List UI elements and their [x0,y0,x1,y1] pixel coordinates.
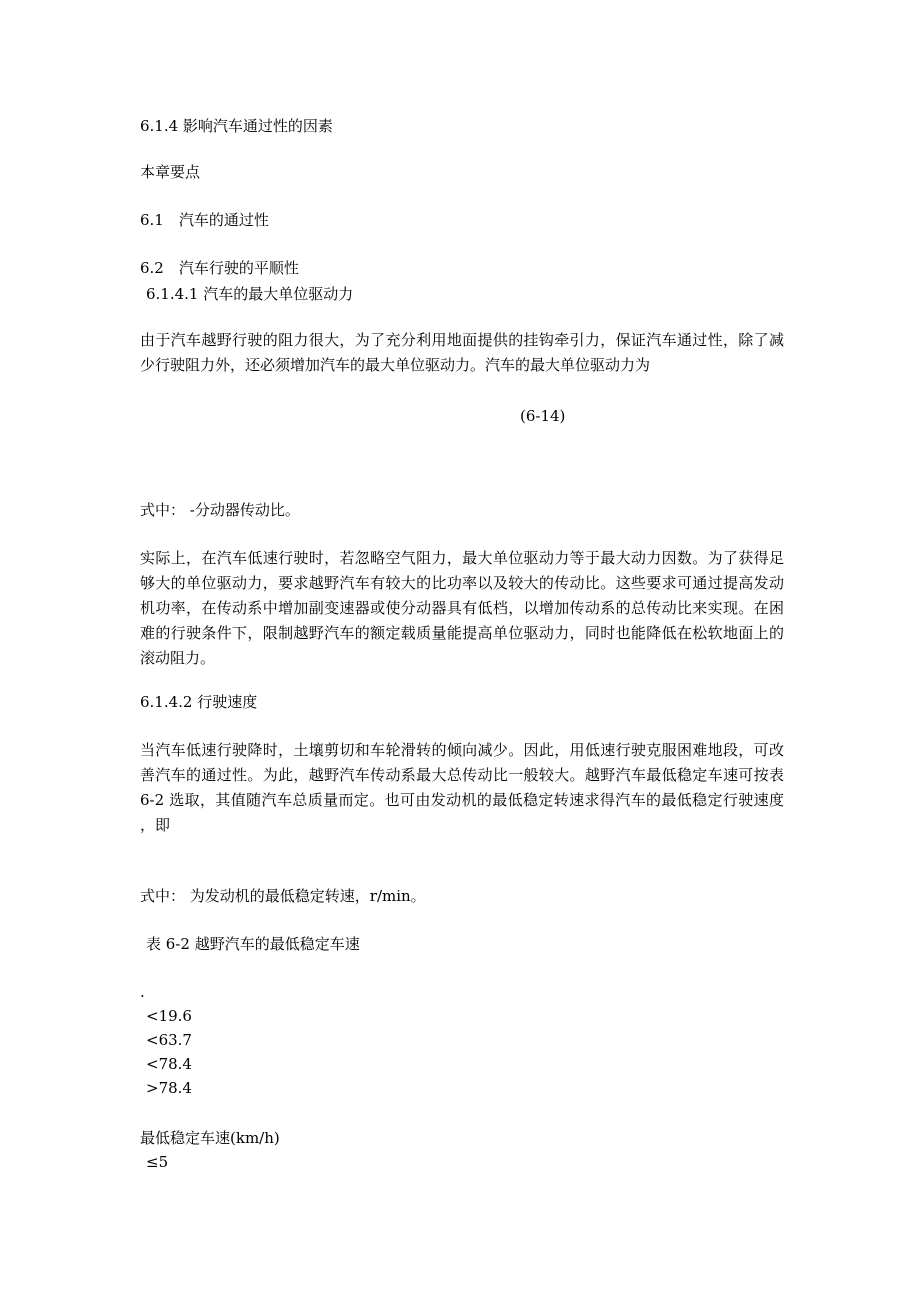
table-dot: . [140,983,145,1001]
table-mass-value: <63.7 [146,1031,192,1049]
table-mass-value: <78.4 [146,1055,192,1073]
toc-item-6-1: 6.1 汽车的通过性 [140,211,269,229]
toc-item-6-2: 6.2 汽车行驶的平顺性 [140,259,299,277]
section-heading-6-1-4: 6.1.4 影响汽车通过性的因素 [140,117,333,135]
section-heading-6-1-4-2: 6.1.4.2 行驶速度 [140,693,258,711]
paragraph-low-speed-conditions: 实际上，在汽车低速行驶时，若忽略空气阻力，最大单位驱动力等于最大动力因数。为了获得足够大的单位驱动力，要求越野汽车有较大的比功率以及较大的传动比。这些要求可通过提高发动机功率，在传动系中增加副变速器或使分动器具有低档，以增加传动系的总传动比来实现。在困难的行驶条件下，限制越野汽车的额定载质量能提高单位驱动力，同时也能降低在松软地面上的滚动阻力。 [140,549,784,667]
table-mass-value: >78.4 [146,1079,192,1097]
table-speed-value: ≤5 [146,1153,169,1171]
where-clause-engine-speed: 式中： 为发动机的最低稳定转速，r/min。 [140,887,426,905]
chapter-points-label: 本章要点 [140,163,201,181]
section-heading-6-1-4-1: 6.1.4.1 汽车的最大单位驱动力 [146,285,354,303]
paragraph-driving-speed: 当汽车低速行驶降时，土壤剪切和车轮滑转的倾向减少。因此，用低速行驶克服困难地段，可改善汽车的通过性。为此，越野汽车传动系最大总传动比一般较大。越野汽车最低稳定车速可按表 6-2 选取，其值随汽车总质量而定。也可由发动机的最低稳定转速求得汽车的最低稳定行驶速度 ，即 [140,741,784,834]
table-caption: 表 6-2 越野汽车的最低稳定车速 [146,935,360,953]
paragraph-max-unit-driving-force: 由于汽车越野行驶的阻力很大，为了充分利用地面提供的挂钩牵引力，保证汽车通过性，除了减少行驶阻力外，还必须增加汽车的最大单位驱动力。汽车的最大单位驱动力为 [140,331,784,374]
where-clause-transfer-ratio: 式中： -分动器传动比。 [140,501,300,519]
equation-number: (6-14) [520,407,566,425]
table-mass-value: <19.6 [146,1007,192,1025]
table-speed-label: 最低稳定车速(km/h) [140,1129,280,1147]
